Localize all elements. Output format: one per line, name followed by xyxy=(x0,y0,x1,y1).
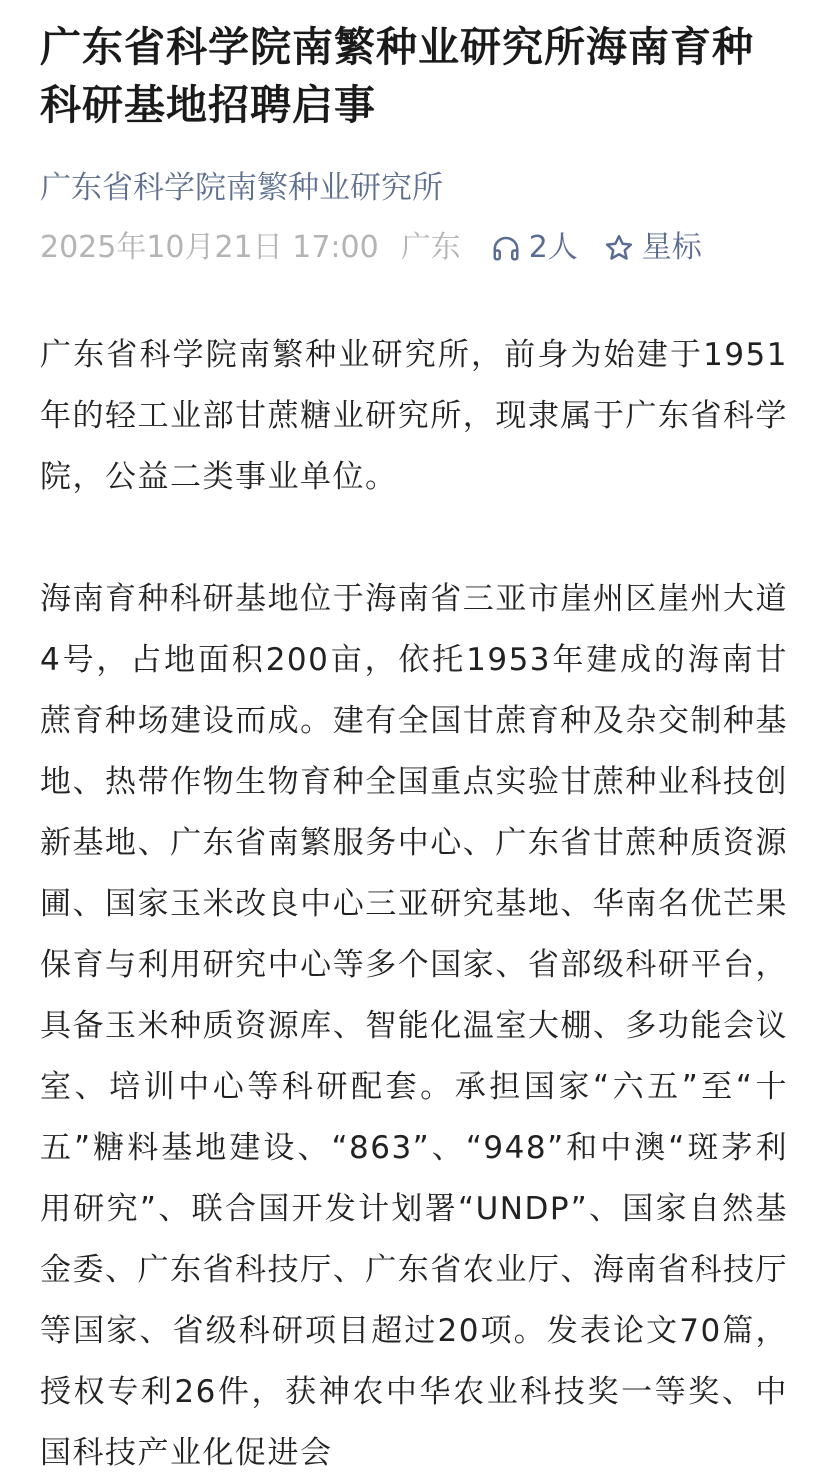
article xyxy=(40,18,788,1484)
publish-time: 2025年10月21日 17:00 xyxy=(40,230,379,265)
article-content xyxy=(40,325,788,1484)
star-outline-icon xyxy=(604,233,634,263)
article-title: 广东省科学院南繁种业研究所海南育种科研基地招聘启事 xyxy=(40,23,754,129)
paragraph-base: 海南育种科研基地位于海南省三亚市崖州区崖州大道4号，占地面积200亩，依托1953年建成的海南甘蔗育种场建设而成。建有全国甘蔗育种及杂交制种基地、热带作物生物育种全国重点实验甘蔗种业科技创新基地、广东省南繁服务中心、广东省甘蔗种质资源圃、国家玉米改良中心三亚研究基地、华南名优芒果保育与利用研究中心等多个国家、省部级科研平台，具备玉米种质资源库、智能化温室大棚、多功能会议室、培训中心等科研配套。承担国家“六五”至“十五”糖料基地建设、“863”、“948”和中澳“斑茅利用研究”、联合国开发计划署“UNDP”、国家自然基金委、广东省科技厅、广东省农业厅、海南省科技厅等国家、省级科研项目超过20项。发表论文70篇，授权专利26件，获神农中华农业科技奖一等奖、中国科技产业化促进会 xyxy=(40,581,788,1471)
account-name-link[interactable]: 广东省科学院南繁种业研究所 xyxy=(40,170,443,206)
publish-region: 广东 xyxy=(400,230,461,265)
star-button[interactable] xyxy=(604,228,702,268)
paragraph-intro: 广东省科学院南繁种业研究所，前身为始建于1951年的轻工业部甘蔗糖业研究所，现隶属于广东省科学院，公益二类事业单位。 xyxy=(40,337,788,495)
star-label: 星标 xyxy=(641,230,702,265)
listen-button[interactable] xyxy=(491,228,578,268)
listen-count: 2人 xyxy=(528,230,578,265)
article-meta xyxy=(40,228,788,268)
headphones-icon xyxy=(491,233,521,263)
